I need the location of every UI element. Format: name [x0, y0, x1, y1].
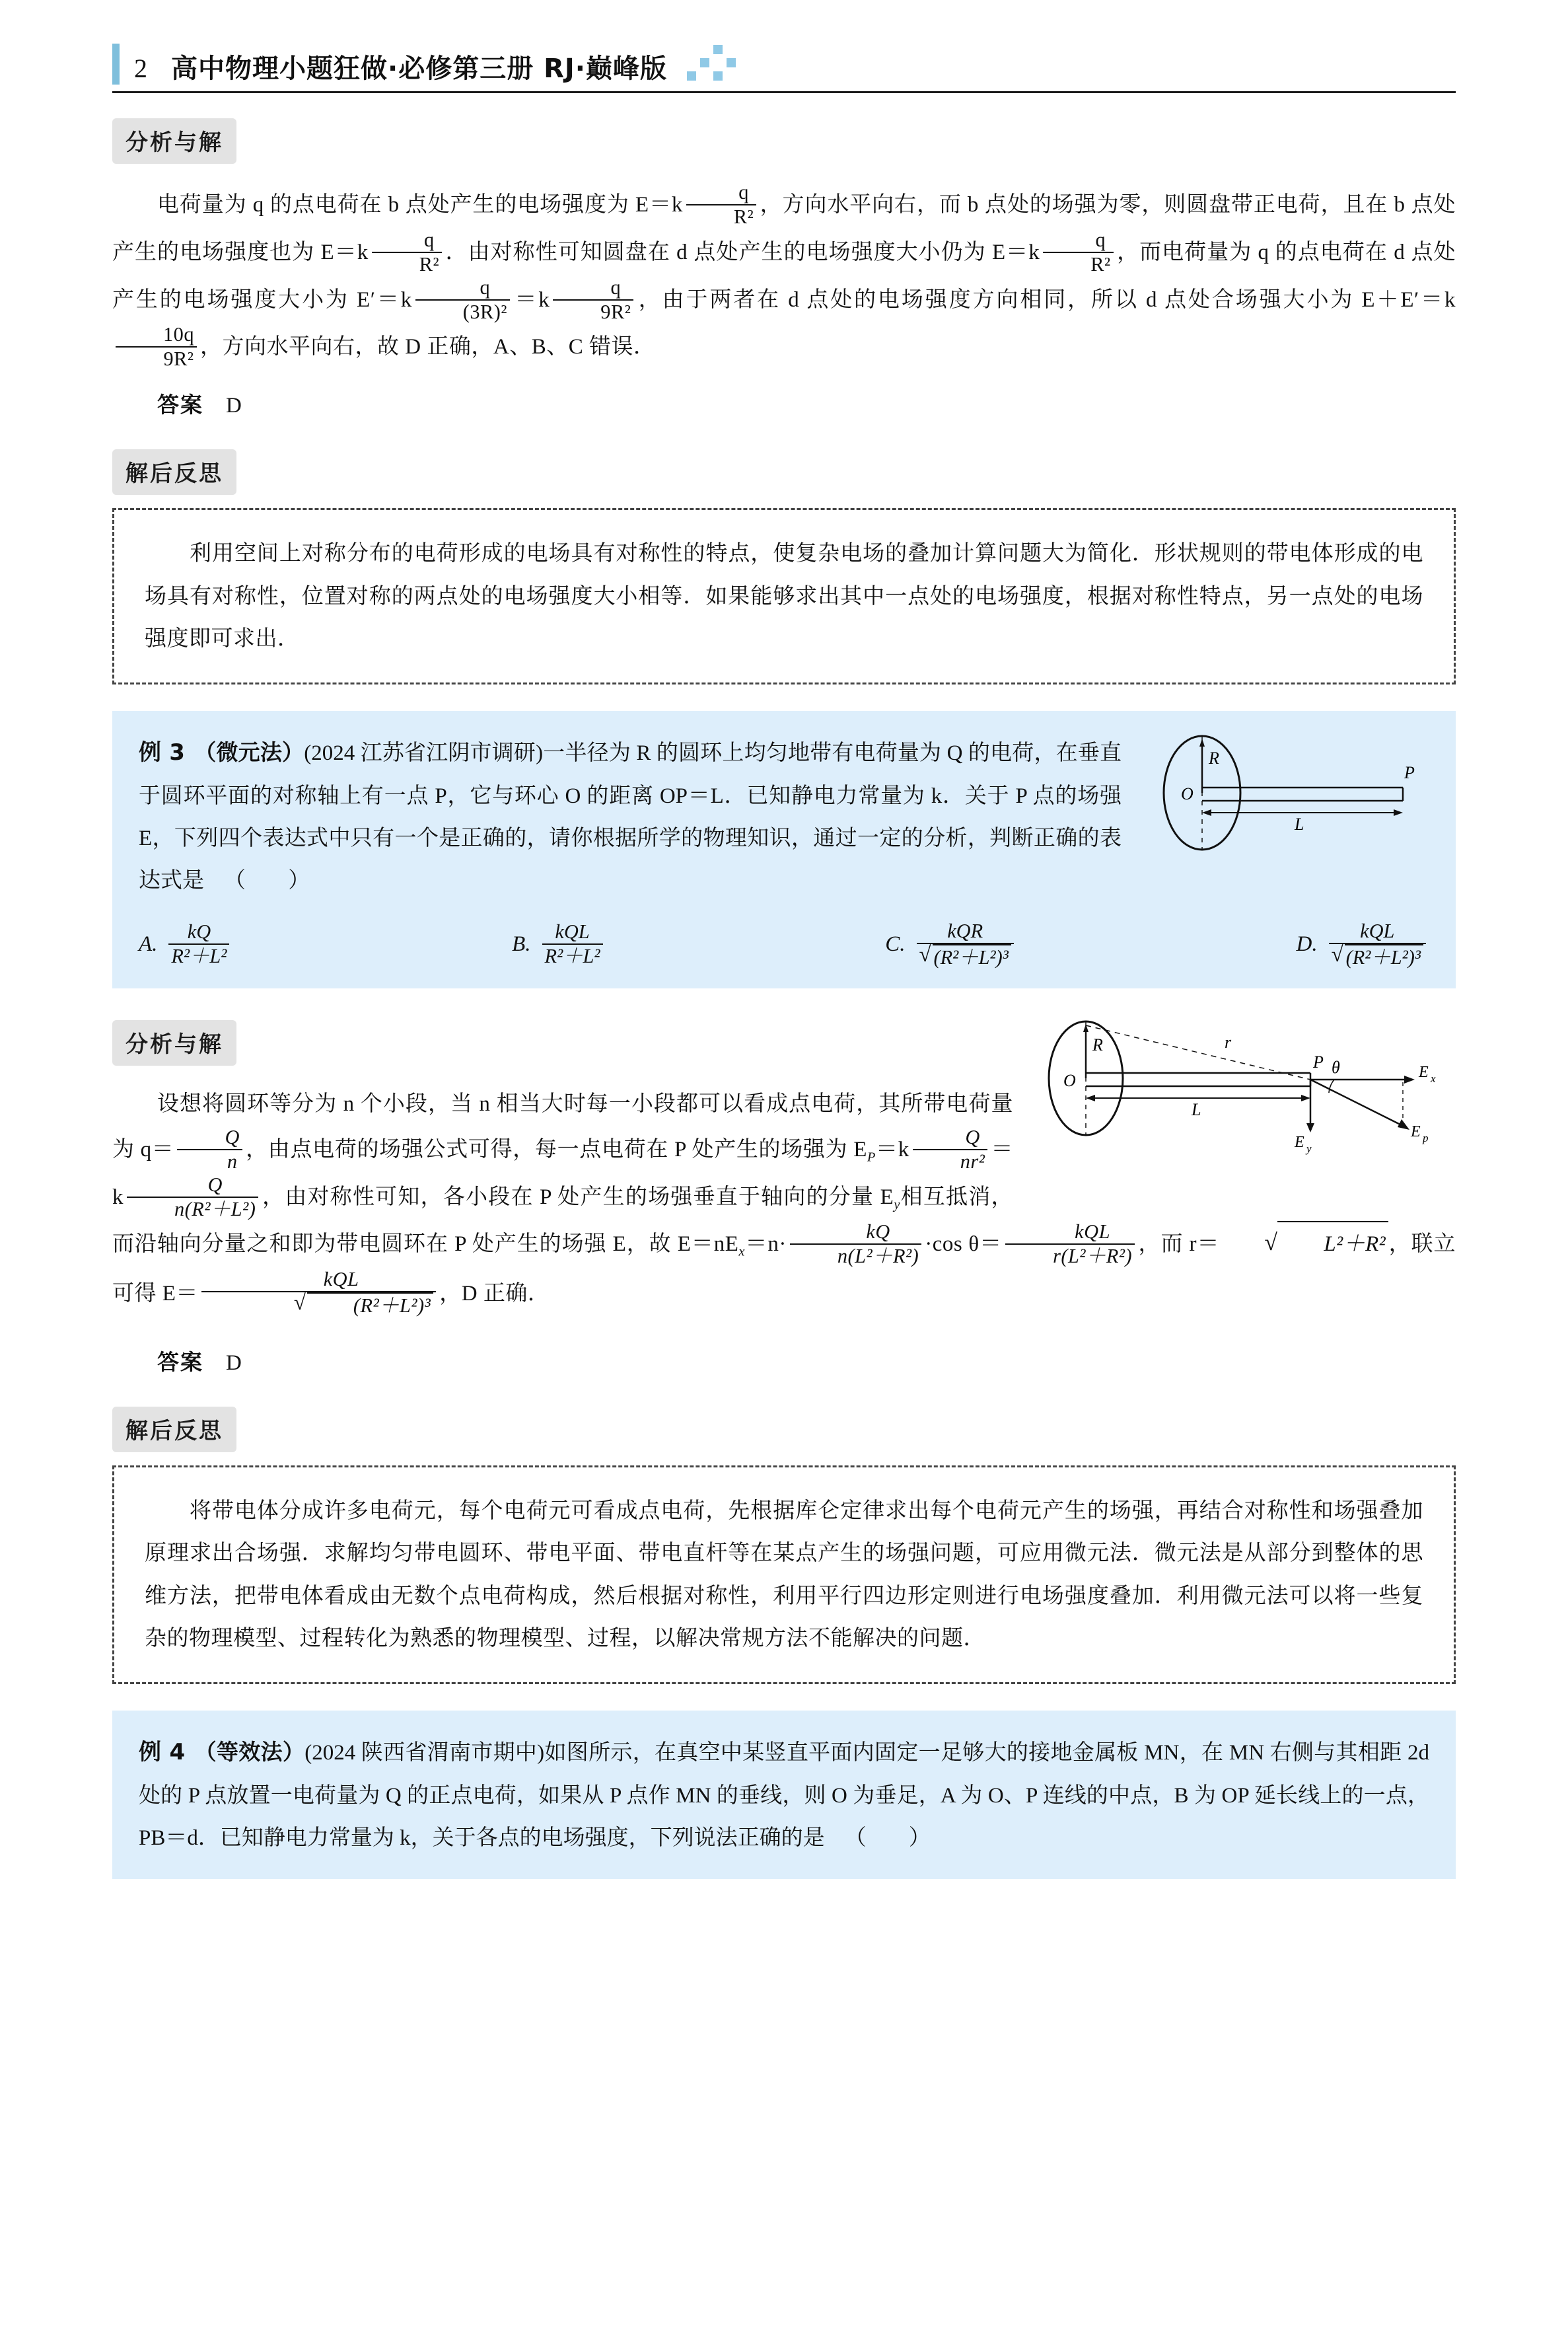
analysis-2-text-6: ·cos θ＝ — [925, 1232, 1003, 1257]
analysis-2-text-4: ，由对称性可知，各小段在 P 处产生的场强垂直于轴向的分量 E — [262, 1185, 894, 1209]
example-4-stem: 如图所示，在真空中某竖直平面内固定一足够大的接地金属板 MN，在 MN 右侧与其相距 2d 处的 P 点放置一电荷量为 Q 的正点电荷，如果从 P 点作 MN 的垂线，则 O 为垂足，A 为 O、P 连线的中点，B 为 OP 延长线上的一点，PB＝d．已知静电力常量为 k，关于各点的电场强度，下列说法正确的是 — [139, 1741, 1430, 1851]
figure-label-P: P — [1404, 763, 1415, 783]
section-tag-analysis-2: 分析与解 — [112, 1020, 236, 1066]
frac-10q-over-9R2: $\frac{10q}{\text{9R²}}$ — [116, 323, 197, 371]
example-3-answer-blank: （ ） — [224, 869, 329, 893]
frac-q-over-3R2: $\frac{q}{\text{(3R)²}}$ — [415, 276, 510, 324]
analysis-2-text-5: 相互抵消，而沿轴向分量之和即为带电圆环在 P 处产生的场强 E，故 E＝nE — [112, 1185, 1013, 1257]
page-title: 高中物理小题狂做·必修第三册 RJ·巅峰版 — [171, 54, 667, 84]
analysis-1-text-e: ＝k — [513, 287, 550, 312]
example-3-method: （微元法） — [194, 739, 304, 766]
answer-value-1: D — [226, 394, 243, 418]
figure2-label-Ey-sub: y — [1306, 1142, 1312, 1156]
frac-Q-over-nR2L2: $\frac{Q}{\text{n(R²＋L²)}}$ — [127, 1173, 258, 1221]
answer-label-2: 答案 — [157, 1349, 203, 1376]
figure-label-O: O — [1181, 784, 1194, 804]
figure2-label-theta: θ — [1332, 1058, 1340, 1078]
option-c[interactable] — [885, 920, 1017, 969]
option-b-expression: $\frac{\text{kQL}}{\text{R²＋L²}}$ — [542, 920, 603, 968]
option-a[interactable] — [139, 920, 232, 969]
example-3-options — [139, 920, 1429, 969]
frac-kQ-over-nL2R2: $\frac{kQ}{\text{n(L²＋R²)}}$ — [790, 1220, 921, 1268]
frac-kQL-over-sqrt: kQL √ (R²＋L²)³ — [201, 1268, 436, 1317]
option-a-expression: $\frac{kQ}{\text{R²＋L²}}$ — [168, 920, 229, 968]
option-b-label: B. — [512, 932, 531, 956]
analysis-2-sub-P: P — [867, 1150, 876, 1165]
page-number: 2 — [134, 54, 147, 83]
option-b[interactable] — [512, 920, 606, 969]
analysis-2-sub-y: y — [894, 1197, 900, 1212]
figure2-label-Ep: E — [1411, 1123, 1421, 1141]
frac-q-over-R2-b: $\frac{q}{\text{R²}}$ — [372, 229, 442, 276]
analysis-2-text-2: ，由点电荷的场强公式可得，每一点电荷在 P 处产生的场强为 E — [245, 1137, 867, 1162]
analysis-1-text-d: ，而电荷量为 q 的点电荷在 d 点处产生的电场强度大小为 E′＝k — [112, 240, 1456, 312]
reflection-1-text: 利用空间上对称分布的电荷形成的电场具有对称性的特点，使复杂电场的叠加计算问题大为简化．形状规则的带电体形成的电场具有对称性，位置对称的两点处的电场强度大小相等．如果能够求出其中一点处的电场强度，根据对称性特点，另一点处的电场强度即可求出． — [145, 542, 1423, 651]
example-4-answer-blank: （ ） — [844, 1826, 949, 1851]
reflection-box-2 — [112, 1465, 1456, 1684]
section-tag-reflection-2: 解后反思 — [112, 1407, 236, 1452]
figure2-label-Ex: E — [1419, 1064, 1429, 1082]
analysis-2-text-1: 设想将圆环等分为 n 个小段，当 n 相当大时每一小段都可以看成点电荷，其所带电荷量为 q＝ — [112, 1092, 1013, 1162]
example-4-block — [112, 1711, 1456, 1879]
sqrt-L2R2: √ L²＋R² — [1219, 1221, 1388, 1265]
analysis-1-text-c: ．由对称性可知圆盘在 d 点处产生的电场强度大小仍为 E＝k — [445, 240, 1040, 264]
figure-label-R: R — [1209, 749, 1219, 768]
figure2-label-L: L — [1192, 1100, 1201, 1120]
frac-q-over-R2-a: $\frac{q}{\text{R²}}$ — [686, 181, 756, 229]
analysis-2-text-3: ＝k — [112, 1137, 1014, 1209]
figure2-label-R: R — [1092, 1035, 1103, 1055]
analysis-2-text-7: ，而 r＝ — [1138, 1232, 1220, 1257]
header-rule — [112, 91, 1456, 93]
example-3-block — [112, 711, 1456, 988]
option-d-expression: kQL √ (R²＋L²)³ — [1329, 920, 1426, 969]
frac-Q-over-n: $\frac{Q}{n}$ — [177, 1126, 242, 1173]
frac-q-over-R2-c: $\frac{q}{\text{R²}}$ — [1043, 229, 1113, 276]
frac-kQL-over-rL2R2: $\frac{\text{kQL}}{\text{r(L²＋R²)}}$ — [1005, 1220, 1135, 1268]
answer-label-1: 答案 — [157, 392, 203, 418]
figure2-label-O: O — [1063, 1071, 1076, 1091]
option-c-expression: kQR √ (R²＋L²)³ — [917, 920, 1014, 969]
analysis-2-text-5b: ＝n· — [744, 1232, 787, 1257]
example-4-body — [139, 1730, 1429, 1859]
figure2-label-P: P — [1313, 1052, 1324, 1072]
section-tag-analysis-1: 分析与解 — [112, 118, 236, 164]
reflection-box-1 — [112, 508, 1456, 684]
section-tag-reflection-1: 解后反思 — [112, 449, 236, 495]
example-3-figure — [1139, 731, 1429, 862]
example-4-method: （等效法） — [194, 1739, 305, 1765]
frac-q-over-9R2: $\frac{q}{\text{9R²}}$ — [553, 276, 633, 324]
figure2-label-Ep-sub: p — [1423, 1132, 1429, 1145]
option-d-label: D. — [1296, 932, 1318, 956]
example-4-number: 例 4 — [139, 1739, 186, 1766]
header-dot-decoration — [687, 45, 736, 85]
answer-line-2 — [157, 1345, 1456, 1376]
page-header — [112, 0, 1456, 85]
analysis-2-sub-x: x — [738, 1244, 745, 1259]
example-3-number: 例 3 — [139, 739, 185, 766]
figure2-label-r: r — [1225, 1033, 1232, 1052]
figure2-label-Ey: E — [1295, 1134, 1304, 1152]
answer-line-1 — [157, 388, 1456, 419]
option-c-label: C. — [885, 932, 906, 956]
answer-value-2: D — [226, 1351, 243, 1376]
option-a-label: A. — [139, 932, 158, 956]
frac-Q-over-nr2: $\frac{Q}{\text{nr²}}$ — [913, 1126, 988, 1173]
figure2-label-Ex-sub: x — [1431, 1072, 1436, 1086]
analysis-2-text-2b: ＝k — [875, 1137, 909, 1162]
reflection-2-text: 将带电体分成许多电荷元，每个电荷元可看成点电荷，先根据库仑定律求出每个电荷元产生的场强，再结合对称性和场强叠加原理求出合场强．求解均匀带电圆环、带电平面、带电直杆等在某点产生的场强问题，可应用微元法．微元法是从部分到整体的思维方法，把带电体看成由无数个点电荷构成，然后根据对称性，利用平行四边形定则进行电场强度叠加．利用微元法可以将一些复杂的物理模型、过程转化为熟悉的物理模型、过程，以解决常规方法不能解决的问题． — [145, 1499, 1423, 1651]
option-d[interactable] — [1297, 920, 1429, 969]
analysis-1-text-b: ，方向水平向右，而 b 点处的场强为零，则圆盘带正电荷，且在 b 点处产生的电场强度也为 E＝k — [112, 192, 1456, 264]
analysis-1-text-a: 电荷量为 q 的点电荷在 b 点处产生的电场强度为 E＝k — [157, 192, 683, 217]
example-4-source: (2024 陕西省渭南市期中) — [304, 1741, 545, 1765]
analysis-1-paragraph — [112, 181, 1456, 371]
analysis-2-figure — [1033, 999, 1456, 1181]
header-accent-bar — [112, 44, 120, 85]
figure-label-L: L — [1295, 815, 1304, 834]
analysis-1-text-f: ，由于两者在 d 点处的电场强度方向相同，所以 d 点处合场强大小为 E＋E′＝k — [637, 287, 1456, 312]
example-3-source: (2024 江苏省江阴市调研) — [304, 741, 544, 766]
analysis-1-text-g: ，方向水平向右，故 D 正确，A、B、C 错误． — [200, 335, 656, 359]
analysis-2-text-8: ，联立可得 E＝ — [112, 1232, 1456, 1306]
example-3-stem: 一半径为 R 的圆环上均匀地带有电荷量为 Q 的电荷，在垂直于圆环平面的对称轴上有一点 P，它与环心 O 的距离 OP＝L．已知静电力常量为 k．关于 P 点的场强 E，下列四个表达式中只有一个是正确的，请你根据所学的物理知识，通过一定的分析，判断正确的表达式是 — [139, 741, 1122, 893]
analysis-2-text-9: ，D 正确． — [439, 1282, 550, 1306]
